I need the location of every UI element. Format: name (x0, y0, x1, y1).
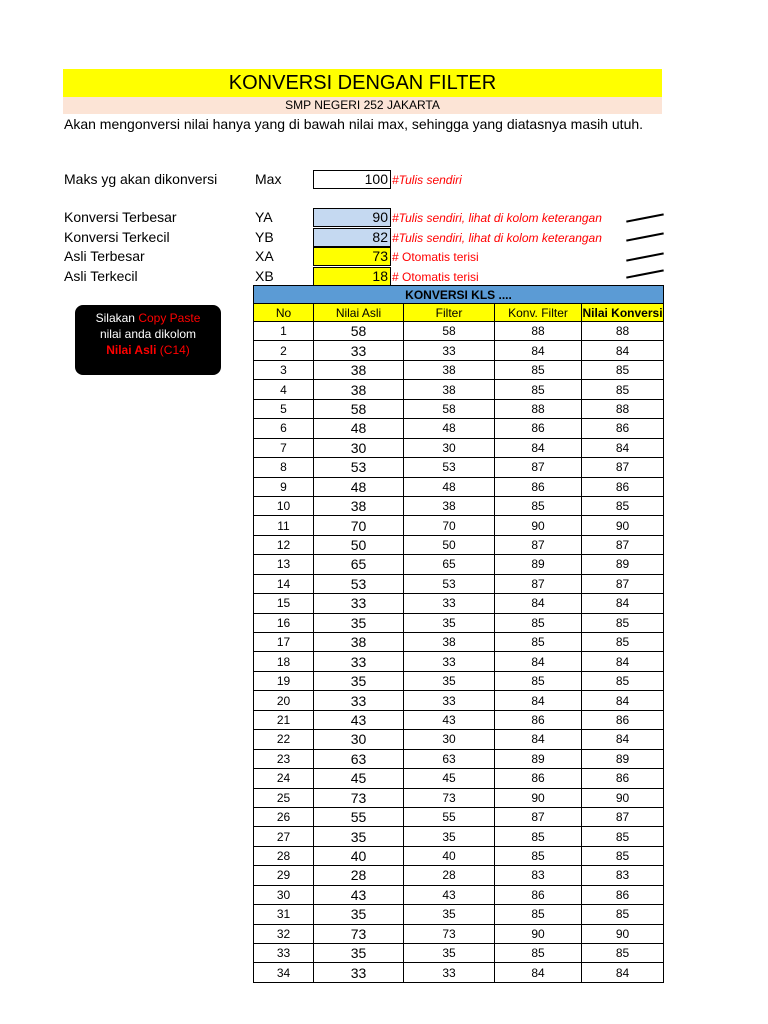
column-header: No (254, 304, 314, 322)
table-cell: 89 (582, 749, 664, 768)
school-subtitle: SMP NEGERI 252 JAKARTA (63, 97, 662, 114)
max-code: Max (255, 171, 282, 187)
table-cell: 31 (254, 905, 314, 924)
table-cell: 33 (404, 963, 495, 982)
table-row (254, 671, 664, 690)
xb-code: XB (255, 268, 274, 284)
callout-cell-ref: (C14) (156, 343, 190, 357)
table-row (254, 788, 664, 807)
table-cell: 86 (495, 769, 582, 788)
table-cell: 90 (582, 516, 664, 535)
nilai-asli-cell[interactable]: 35 (314, 944, 404, 963)
max-input[interactable]: 100 (313, 170, 391, 189)
table-cell: 84 (495, 341, 582, 360)
table-cell: 30 (404, 438, 495, 457)
table-cell: 85 (582, 360, 664, 379)
table-cell: 70 (404, 516, 495, 535)
table-row (254, 866, 664, 885)
table-cell: 85 (495, 944, 582, 963)
table-cell: 84 (582, 652, 664, 671)
table-cell: 87 (582, 458, 664, 477)
instruction-callout (75, 305, 221, 375)
nilai-asli-cell[interactable]: 43 (314, 710, 404, 729)
table-row (254, 574, 664, 593)
callout-text: nilai anda dikolom (99, 327, 197, 341)
table-cell: 88 (582, 399, 664, 418)
table-cell: 12 (254, 535, 314, 554)
table-cell: 58 (404, 322, 495, 341)
dash-mark (626, 269, 664, 278)
table-cell: 38 (404, 633, 495, 652)
table-cell: 21 (254, 710, 314, 729)
table-cell: 88 (495, 399, 582, 418)
xb-label: Asli Terkecil (64, 268, 138, 284)
table-cell: 84 (495, 730, 582, 749)
table-cell: 65 (404, 555, 495, 574)
table-cell: 22 (254, 730, 314, 749)
table-cell: 87 (582, 807, 664, 826)
table-cell: 87 (582, 574, 664, 593)
table-row (254, 419, 664, 438)
table-row (254, 322, 664, 341)
table-cell: 84 (495, 691, 582, 710)
table-cell: 35 (404, 905, 495, 924)
nilai-asli-cell[interactable]: 55 (314, 807, 404, 826)
table-cell: 86 (582, 710, 664, 729)
table-cell: 19 (254, 671, 314, 690)
table-cell: 84 (582, 730, 664, 749)
table-cell: 43 (404, 710, 495, 729)
table-cell: 85 (582, 496, 664, 515)
table-cell: 88 (495, 322, 582, 341)
table-cell: 86 (582, 419, 664, 438)
table-cell: 85 (582, 380, 664, 399)
table-row (254, 905, 664, 924)
table-cell: 87 (495, 458, 582, 477)
table-cell: 50 (404, 535, 495, 554)
ya-label: Konversi Terbesar (64, 209, 177, 225)
table-cell: 14 (254, 574, 314, 593)
xa-value: 73 (313, 247, 391, 266)
nilai-asli-cell[interactable]: 30 (314, 730, 404, 749)
table-cell: 84 (582, 691, 664, 710)
table-cell: 18 (254, 652, 314, 671)
table-cell: 84 (495, 963, 582, 982)
table-cell: 85 (582, 671, 664, 690)
nilai-asli-cell[interactable]: 35 (314, 827, 404, 846)
yb-label: Konversi Terkecil (64, 229, 170, 245)
table-cell: 11 (254, 516, 314, 535)
table-cell: 45 (404, 769, 495, 788)
table-row (254, 769, 664, 788)
table-cell: 86 (582, 769, 664, 788)
table-row (254, 380, 664, 399)
table-cell: 84 (582, 594, 664, 613)
table-cell: 9 (254, 477, 314, 496)
nilai-asli-cell[interactable]: 30 (314, 438, 404, 457)
nilai-asli-cell[interactable]: 73 (314, 924, 404, 943)
table-cell: 33 (404, 594, 495, 613)
table-cell: 16 (254, 613, 314, 632)
nilai-asli-cell[interactable]: 58 (314, 322, 404, 341)
nilai-asli-cell[interactable]: 70 (314, 516, 404, 535)
table-cell: 7 (254, 438, 314, 457)
nilai-asli-cell[interactable]: 38 (314, 633, 404, 652)
nilai-asli-cell[interactable]: 33 (314, 594, 404, 613)
table-cell: 84 (582, 963, 664, 982)
table-cell: 30 (254, 885, 314, 904)
table-cell: 27 (254, 827, 314, 846)
table-row (254, 535, 664, 554)
table-cell: 33 (404, 652, 495, 671)
nilai-asli-cell[interactable]: 48 (314, 477, 404, 496)
callout-text: Silakan (95, 311, 139, 325)
table-cell: 28 (404, 866, 495, 885)
table-cell: 33 (404, 341, 495, 360)
ya-input[interactable]: 90 (313, 208, 391, 227)
table-cell: 87 (582, 535, 664, 554)
nilai-asli-cell[interactable]: 45 (314, 769, 404, 788)
max-note: #Tulis sendiri (392, 173, 462, 187)
table-cell: 83 (582, 866, 664, 885)
table-row (254, 496, 664, 515)
table-cell: 84 (495, 594, 582, 613)
table-cell: 90 (495, 788, 582, 807)
nilai-asli-cell[interactable]: 65 (314, 555, 404, 574)
table-cell: 86 (582, 885, 664, 904)
table-cell: 38 (404, 496, 495, 515)
table-cell: 84 (495, 438, 582, 457)
callout-highlight: Copy Paste (138, 311, 201, 325)
table-cell: 85 (582, 846, 664, 865)
table-row (254, 691, 664, 710)
table-cell: 83 (495, 866, 582, 885)
table-cell: 35 (404, 944, 495, 963)
table-cell: 30 (404, 730, 495, 749)
yb-note: #Tulis sendiri, lihat di kolom keterangan (392, 231, 602, 245)
table-cell: 85 (495, 613, 582, 632)
column-header: Konv. Filter (495, 304, 582, 322)
table-cell: 34 (254, 963, 314, 982)
table-cell: 85 (582, 827, 664, 846)
table-cell: 6 (254, 419, 314, 438)
table-cell: 86 (495, 419, 582, 438)
xa-code: XA (255, 248, 274, 264)
table-cell: 90 (582, 788, 664, 807)
nilai-asli-cell[interactable]: 38 (314, 360, 404, 379)
yb-input[interactable]: 82 (313, 228, 391, 247)
table-cell: 2 (254, 341, 314, 360)
table-cell: 23 (254, 749, 314, 768)
table-cell: 28 (254, 846, 314, 865)
nilai-asli-cell[interactable]: 58 (314, 399, 404, 418)
table-row (254, 749, 664, 768)
description-text: Akan mengonversi nilai hanya yang di bawah nilai max, sehingga yang diatasnya masih utuh. (64, 116, 644, 132)
table-title: KONVERSI KLS .... (254, 286, 664, 304)
column-header: Filter (404, 304, 495, 322)
table-row (254, 360, 664, 379)
table-cell: 4 (254, 380, 314, 399)
callout-highlight: Nilai Asli (106, 343, 157, 357)
table-cell: 10 (254, 496, 314, 515)
dash-mark (626, 213, 664, 222)
table-cell: 26 (254, 807, 314, 826)
nilai-asli-cell[interactable]: 38 (314, 496, 404, 515)
nilai-asli-cell[interactable]: 28 (314, 866, 404, 885)
nilai-asli-cell[interactable]: 43 (314, 885, 404, 904)
table-row (254, 399, 664, 418)
conversion-table (253, 285, 664, 983)
nilai-asli-cell[interactable]: 48 (314, 419, 404, 438)
nilai-asli-cell[interactable]: 33 (314, 691, 404, 710)
table-cell: 90 (495, 516, 582, 535)
table-cell: 85 (582, 613, 664, 632)
nilai-asli-cell[interactable]: 33 (314, 963, 404, 982)
table-cell: 85 (495, 827, 582, 846)
table-cell: 85 (495, 360, 582, 379)
table-cell: 55 (404, 807, 495, 826)
table-row (254, 807, 664, 826)
table-row (254, 633, 664, 652)
table-cell: 29 (254, 866, 314, 885)
table-row (254, 963, 664, 982)
table-cell: 85 (495, 671, 582, 690)
table-cell: 17 (254, 633, 314, 652)
table-cell: 63 (404, 749, 495, 768)
nilai-asli-cell[interactable]: 40 (314, 846, 404, 865)
nilai-asli-cell[interactable]: 73 (314, 788, 404, 807)
table-cell: 33 (254, 944, 314, 963)
xb-note: # Otomatis terisi (392, 270, 479, 284)
table-cell: 85 (495, 380, 582, 399)
table-cell: 90 (495, 924, 582, 943)
table-cell: 58 (404, 399, 495, 418)
xa-label: Asli Terbesar (64, 248, 145, 264)
table-cell: 87 (495, 574, 582, 593)
table-cell: 86 (495, 885, 582, 904)
table-row (254, 477, 664, 496)
table-row (254, 594, 664, 613)
table-row (254, 827, 664, 846)
nilai-asli-cell[interactable]: 33 (314, 341, 404, 360)
table-cell: 85 (582, 633, 664, 652)
xa-note: # Otomatis terisi (392, 250, 479, 264)
table-cell: 32 (254, 924, 314, 943)
table-cell: 24 (254, 769, 314, 788)
nilai-asli-cell[interactable]: 53 (314, 458, 404, 477)
table-cell: 89 (495, 749, 582, 768)
table-cell: 53 (404, 458, 495, 477)
table-cell: 53 (404, 574, 495, 593)
table-cell: 85 (495, 633, 582, 652)
table-cell: 35 (404, 613, 495, 632)
table-row (254, 613, 664, 632)
page-title: KONVERSI DENGAN FILTER (63, 69, 662, 97)
dash-mark (626, 252, 664, 261)
table-cell: 84 (582, 341, 664, 360)
column-header: Nilai Asli (314, 304, 404, 322)
table-cell: 86 (495, 477, 582, 496)
nilai-asli-cell[interactable]: 50 (314, 535, 404, 554)
table-row (254, 458, 664, 477)
table-cell: 48 (404, 419, 495, 438)
nilai-asli-cell[interactable]: 53 (314, 574, 404, 593)
ya-code: YA (255, 209, 273, 225)
table-cell: 88 (582, 322, 664, 341)
nilai-asli-cell[interactable]: 35 (314, 613, 404, 632)
table-row (254, 846, 664, 865)
nilai-asli-cell[interactable]: 35 (314, 905, 404, 924)
nilai-asli-cell[interactable]: 33 (314, 652, 404, 671)
table-cell: 73 (404, 788, 495, 807)
table-cell: 85 (495, 905, 582, 924)
table-cell: 73 (404, 924, 495, 943)
table-row (254, 924, 664, 943)
yb-code: YB (255, 229, 274, 245)
table-row (254, 516, 664, 535)
table-cell: 38 (404, 380, 495, 399)
table-cell: 33 (404, 691, 495, 710)
table-cell: 40 (404, 846, 495, 865)
table-cell: 89 (495, 555, 582, 574)
table-cell: 8 (254, 458, 314, 477)
table-row (254, 652, 664, 671)
table-cell: 13 (254, 555, 314, 574)
xb-value: 18 (313, 267, 391, 286)
table-cell: 1 (254, 322, 314, 341)
table-cell: 20 (254, 691, 314, 710)
table-cell: 85 (495, 846, 582, 865)
table-cell: 87 (495, 807, 582, 826)
table-row (254, 710, 664, 729)
table-row (254, 438, 664, 457)
table-cell: 35 (404, 827, 495, 846)
table-cell: 48 (404, 477, 495, 496)
table-cell: 86 (582, 477, 664, 496)
table-cell: 84 (582, 438, 664, 457)
table-cell: 25 (254, 788, 314, 807)
table-cell: 84 (495, 652, 582, 671)
table-cell: 86 (495, 710, 582, 729)
table-cell: 87 (495, 535, 582, 554)
table-row (254, 885, 664, 904)
table-row (254, 555, 664, 574)
table-row (254, 944, 664, 963)
dash-mark (626, 232, 664, 241)
ya-note: #Tulis sendiri, lihat di kolom keterangan (392, 211, 602, 225)
column-header: Nilai Konversi (582, 305, 663, 320)
table-cell: 15 (254, 594, 314, 613)
table-cell: 90 (582, 924, 664, 943)
nilai-asli-cell[interactable]: 38 (314, 380, 404, 399)
table-row (254, 341, 664, 360)
table-cell: 38 (404, 360, 495, 379)
table-row (254, 730, 664, 749)
nilai-asli-cell[interactable]: 63 (314, 749, 404, 768)
table-cell: 3 (254, 360, 314, 379)
table-cell: 85 (582, 944, 664, 963)
table-cell: 85 (582, 905, 664, 924)
max-label: Maks yg akan dikonversi (64, 171, 218, 187)
nilai-asli-cell[interactable]: 35 (314, 671, 404, 690)
table-cell: 85 (495, 496, 582, 515)
table-cell: 89 (582, 555, 664, 574)
table-cell: 43 (404, 885, 495, 904)
table-cell: 35 (404, 671, 495, 690)
table-cell: 5 (254, 399, 314, 418)
